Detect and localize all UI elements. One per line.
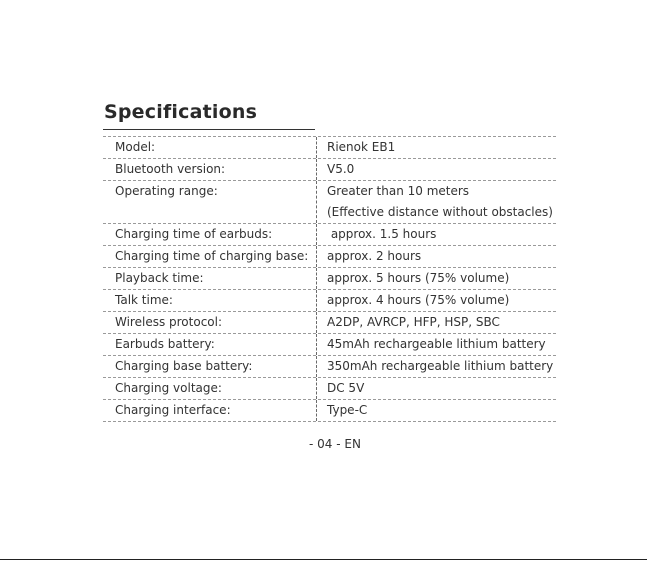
- spec-value: Greater than 10 meters (Effective distance without obstacles): [327, 184, 553, 219]
- spec-label: Model:: [103, 137, 317, 158]
- spec-label: Talk time:: [103, 290, 317, 311]
- spec-value: approx. 2 hours: [327, 249, 422, 263]
- spec-value: 350mAh rechargeable lithium battery: [327, 359, 554, 373]
- spec-label: Charging time of charging base:: [103, 246, 317, 267]
- table-row: [103, 268, 556, 290]
- table-row: [103, 334, 556, 356]
- table-row: [103, 181, 556, 224]
- page-bottom-edge: [0, 559, 647, 560]
- spec-value: approx. 4 hours (75% volume): [327, 293, 510, 307]
- spec-label: Bluetooth version:: [103, 159, 317, 180]
- spec-value: approx. 1.5 hours: [327, 227, 437, 241]
- spec-label: Wireless protocol:: [103, 312, 317, 333]
- table-row: [103, 356, 556, 378]
- spec-label: Operating range:: [103, 181, 317, 223]
- spec-label: Earbuds battery:: [103, 334, 317, 355]
- spec-value: Rienok EB1: [327, 140, 396, 154]
- spec-value: 45mAh rechargeable lithium battery: [327, 337, 546, 351]
- table-row: [103, 159, 556, 181]
- spec-value: approx. 5 hours (75% volume): [327, 271, 510, 285]
- spec-label: Charging voltage:: [103, 378, 317, 399]
- page-title: Specifications: [104, 101, 258, 123]
- table-row: [103, 290, 556, 312]
- table-row: [103, 312, 556, 334]
- spec-value: V5.0: [327, 162, 355, 176]
- spec-value: DC 5V: [327, 381, 365, 395]
- table-row: [103, 400, 556, 422]
- spec-label: Charging interface:: [103, 400, 317, 421]
- specifications-table: [103, 136, 556, 422]
- table-row: [103, 224, 556, 246]
- spec-value: A2DP, AVRCP, HFP, HSP, SBC: [327, 315, 500, 329]
- table-row: [103, 136, 556, 159]
- spec-value: Type-C: [327, 403, 368, 417]
- page-number: - 04 - EN: [309, 437, 361, 451]
- table-row: [103, 378, 556, 400]
- spec-label: Charging base battery:: [103, 356, 317, 377]
- spec-label: Playback time:: [103, 268, 317, 289]
- spec-label: Charging time of earbuds:: [103, 224, 317, 245]
- title-underline: [103, 129, 315, 130]
- table-row: [103, 246, 556, 268]
